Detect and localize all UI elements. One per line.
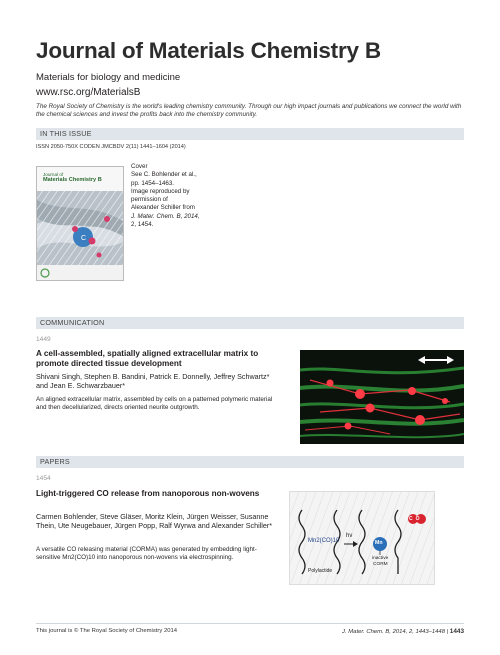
footer-copyright: This journal is © The Royal Society of Chemistry 2014 [36, 628, 178, 634]
papers-figure [289, 491, 435, 585]
issn-line: ISSN 2050-750X CODEN JMCBDV 2(11) 1441–1604 (2014) [36, 144, 186, 150]
section-bar-papers: PAPERS [36, 456, 464, 468]
figure-inactive-label: inactive [372, 556, 389, 561]
journal-url[interactable]: www.rsc.org/MaterialsB [36, 87, 141, 98]
journal-subtitle: Materials for biology and medicine [36, 72, 181, 83]
figure-hv-label: hν [346, 533, 353, 539]
communication-title[interactable]: A cell-assembled, spatially aligned extracellular matrix to promote directed tissue development [36, 349, 259, 368]
figure-polylactide-label: Polylactide [308, 568, 333, 574]
journal-blurb: The Royal Society of Chemistry is the world's leading chemistry community. Through our high impact journals and publications we connect the world with the chemical sciences and invest the profits back into the chemistry community. [36, 103, 462, 119]
cover-journal-line1: Journal of [43, 172, 64, 177]
figure-mn2co10-label: Mn2(CO)10 [308, 538, 340, 544]
papers-abstract: A versatile CO releasing material (CORMA) was generated by embedding light-sensitive Mn2(CO)10 into nanoporous non-wovens via electrospinning. [36, 546, 257, 562]
section-bar-communication: COMMUNICATION [36, 317, 464, 329]
cover-line: permission of [131, 196, 168, 204]
footer-page-number: 1443 [449, 628, 464, 635]
cover-description [131, 163, 216, 229]
cover-line: 2, 1454. [131, 221, 154, 229]
communication-abstract: An aligned extracellular matrix, assembled by cells on a patterned polymeric material and then decellularized, directs oriented neurite outgrowth. [36, 396, 273, 412]
communication-figure [300, 350, 464, 444]
communication-authors: Shivani Singh, Stephen B. Bandini, Patrick E. Donnelly, Jeffrey Schwartz* and Jean E. Schwarzbauer* [36, 372, 270, 391]
cover-journal-line2: Materials Chemistry B [43, 177, 102, 183]
cover-line: J. Mater. Chem. B, 2014, [131, 212, 200, 220]
svg-text:C: C [81, 235, 87, 242]
papers-title[interactable]: Light-triggered CO release from nanoporous non-wovens [36, 489, 260, 498]
cover-line: See C. Bohlender et al., [131, 171, 197, 179]
cover-line: Alexander Schiller from [131, 204, 195, 212]
cover-heading: Cover [131, 163, 148, 170]
figure-corm-label: CORM [373, 562, 388, 567]
papers-authors: Carmen Bohlender, Steve Gläser, Moritz Klein, Jürgen Weisser, Susanne Thein, Ute Neugebauer, Jürgen Popp, Ralf Wyrwa and Alexander Schiller* [36, 512, 273, 531]
figure-co-label: CO [409, 516, 423, 522]
communication-page-number: 1449 [36, 336, 51, 343]
section-bar-in-this-issue: IN THIS ISSUE [36, 128, 464, 140]
footer-citation [318, 628, 464, 635]
footer-rule [36, 623, 464, 624]
figure-mn-label: Mn [375, 540, 383, 546]
footer-citation-text: J. Mater. Chem. B, 2014, 2, 1443–1448 | [342, 629, 450, 635]
cover-line: Image reproduced by [131, 187, 190, 195]
papers-page-number: 1454 [36, 475, 51, 482]
cover-line: pp. 1454–1463. [131, 179, 175, 187]
cover-image [36, 166, 124, 281]
journal-title: Journal of Materials Chemistry B [36, 38, 381, 63]
